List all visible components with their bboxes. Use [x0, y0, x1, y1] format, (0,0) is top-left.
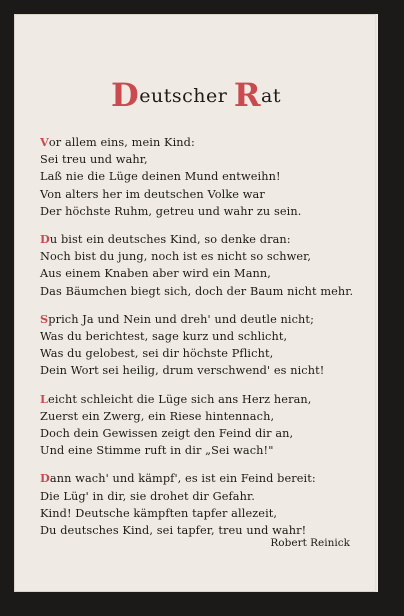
stanza-4-line-1-text: eicht schleicht die Lüge sich ans Herz heran, — [48, 392, 312, 406]
title-initial-d: D — [111, 76, 140, 114]
stanza-2-line-3: Aus einem Knaben aber wird ein Mann, — [40, 267, 271, 281]
stanza-1-line-5: Der höchste Ruhm, getreu und wahr zu sein. — [40, 204, 302, 218]
stanza-2-line-2: Noch bist du jung, noch ist es nicht so schwer, — [40, 250, 312, 264]
stanza-3-initial: S — [40, 311, 49, 326]
stanza-1-initial: V — [40, 135, 49, 149]
stanza-2-initial: D — [40, 232, 50, 247]
stanza-4-line-1 — [40, 391, 360, 408]
title-initial-r: R — [233, 76, 261, 114]
stanza-4-line-3: Doch dein Gewissen zeigt den Feind dir an, — [40, 427, 294, 441]
stanza-4-line-4: Und eine Stimme ruft in dir „Sei wach!" — [40, 444, 274, 458]
stanza-1-line-3: Laß nie die Lüge deinen Mund entweihn! — [40, 170, 281, 184]
title-part-2: at — [261, 85, 281, 107]
stanza-3-line-1 — [40, 311, 360, 328]
stanza-4-line-2: Zuerst ein Zwerg, ein Riese hintennach, — [40, 409, 275, 423]
stanza-3-line-2: Was du berichtest, sage kurz und schlicht, — [40, 330, 288, 344]
stanza-1-line-1 — [40, 134, 360, 151]
stanza-1 — [40, 134, 360, 220]
stanza-3-line-1-text: prich Ja und Nein und dreh' und deutle nicht; — [48, 312, 314, 326]
stanza-3 — [40, 311, 360, 380]
stanza-2-line-1-text: u bist ein deutsches Kind, so denke dran: — [49, 233, 291, 247]
stanza-3-line-3: Was du gelobest, sei dir höchste Pflicht, — [40, 347, 274, 361]
stanza-5-line-2: Die Lüg' in dir, sie drohet dir Gefahr. — [40, 489, 255, 503]
stanza-2-line-1 — [40, 231, 360, 248]
stanza-2-line-4: Das Bäumchen biegt sich, doch der Baum nicht mehr. — [40, 284, 354, 298]
stanza-5-line-1 — [40, 470, 360, 487]
stanza-2 — [40, 231, 360, 300]
stanza-3-line-4: Dein Wort sei heilig, drum verschwend' es nicht! — [40, 364, 325, 378]
stanza-4 — [40, 391, 360, 460]
stanza-5-initial: D — [40, 471, 50, 486]
stanza-1-line-1-text: or allem eins, mein Kind: — [48, 136, 195, 149]
poem-body — [40, 134, 360, 550]
title-part-1: eutscher — [139, 85, 234, 107]
stanza-1-line-2: Sei treu und wahr, — [40, 153, 148, 167]
stanza-1-line-4: Von alters her im deutschen Volke war — [40, 187, 265, 201]
stanza-5-line-3: Kind! Deutsche kämpften tapfer allezeit, — [40, 506, 278, 520]
poem-title — [14, 76, 378, 114]
author-signature: Robert Reinick — [270, 537, 350, 549]
postcard — [14, 14, 378, 592]
stanza-5 — [40, 470, 360, 539]
stanza-5-line-1-text: ann wach' und kämpf', es ist ein Feind bereit: — [49, 472, 316, 486]
stanza-5-line-4: Du deutsches Kind, sei tapfer, treu und wahr! — [40, 524, 307, 538]
stanza-4-initial: L — [40, 391, 49, 406]
